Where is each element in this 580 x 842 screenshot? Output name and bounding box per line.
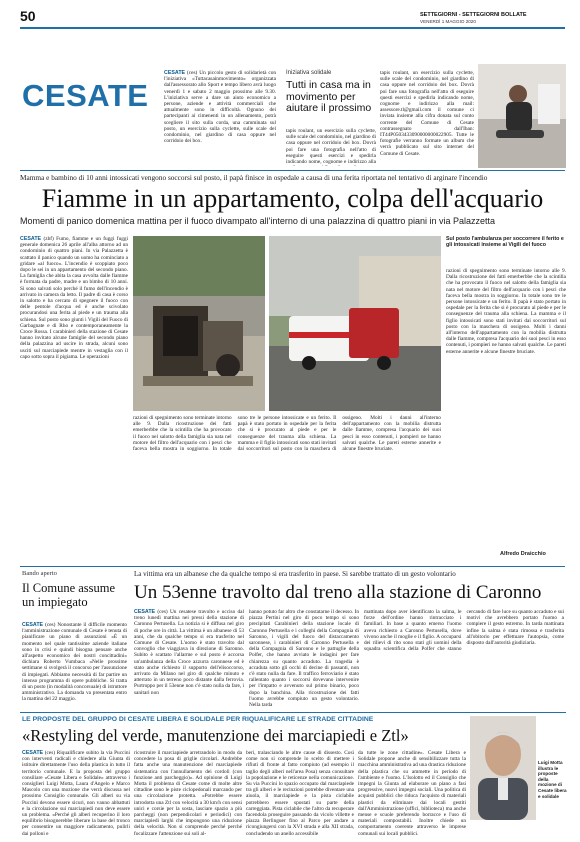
top-article-2a: tapis roulant, un esercizio sulla cyclette, sulle scale del condominio, nel giardino di casa oppure nel corridoio dei box. Dovrà poi fare una fotografia nell'atto di eseguire questi esercizi e spedirla indicando nome, cognome e indirizzo alla	[286, 128, 376, 166]
verde-rule	[20, 712, 566, 713]
train-headline: Un 53enne travolto dal treno alla stazione di Caronno	[134, 582, 542, 603]
train-overline: La vittima era un albanese che da qualche tempo si era trasferito in paese. Si sarebbe trattato di un gesto volontario	[134, 570, 456, 578]
fire-text-right: razioni di spegnimento sono terminate intorno alle 9. Dalla ricostruzione dei fatti emerberbbe che la scintilla che ha provocato il fuoco nel salotto della famiglia sia nata nel motore del filtro dell'acquario con i pesci che faceva bella mostra in soggiorno. In totale sono tre le persone intossicate e un ferito. Il papà è stato portato in ospedale per la ferita che si è procurato al piede e per le conseguenze del trauma alla schiena. La mamma e il figlio intossicati sono stati invitati dai soccorritori sul posto con la maschera di ossigeno. Molti i danni all'interno dell'appartamento con la mobilia distrutta dalle fiamme, compresa l'acquario dei suoi pesci in esso contenuti, i pompieri ne hanno salvati qualche. Le pareti esterne annerite e alcune finestre bruciate.	[446, 268, 566, 355]
luigi-motta-portrait	[470, 716, 536, 820]
fire-column-lower: razioni di spegnimento sono terminate intorno alle 9. Dalla ricostruzione dei fatti emerberbbe che la scintilla che ha provocato il fuoco nel salotto della famiglia sia nata nel motore del filtro dell'acquario con i pesci che faceva bella mostra in soggiorno. In totale sono tre le persone intossicate e un ferito. Il papà è stato portato in ospedale per la ferita che si è procurato al piede e per le conseguenze del trauma alla schiena. La mamma e il figlio intossicati sono stati invitati dai soccorritori sul posto con la maschera di ossigeno. Molti i danni all'interno dell'appartamento con la mobilia distrutta dalle fiamme, compresa l'acquario dei suoi pesci in esso contenuti, i pompieri ne hanno salvati qualche. Le pareti esterne annerite e alcune finestre bruciate.	[133, 415, 441, 453]
fire-headline: Fiamme in un appartamento, colpa dell'acquario	[41, 184, 544, 213]
main-top-rule	[20, 170, 565, 171]
fire-byline: Alfredo Draicchio	[500, 551, 546, 557]
bando-kicker: Bando aperto	[22, 570, 57, 577]
bando-title: Il Comune assume un impiegato	[22, 581, 116, 609]
top-article-1-text: (ces) Un piccolo gesto di solidarietà con l'iniziativa «Tuttacasainmovimento» organizzata dall'assessorato allo Sport e tempo libero avrà luogo venerdì 1 e sabato 2 maggio prossimo alle 9.30. L'iniziativa serve a dare un aiuto economico a persone, aziende e attività commerciali che attualmente sono in difficoltà. Ognuno dei partecipanti ai cimenenti in un allenamento, potrà scegliere il sito sulla corda, una camminata sul posto, un esercizio sulla cyclette, sulle scale del condominio, nel giardino di casa oppure nel corridoio dei box.	[164, 70, 276, 145]
top-article-1-kicker: CESATE	[164, 70, 186, 76]
bando-kicker-2: CESATE	[22, 622, 44, 628]
train-column-3: mattinata dopo aver identificato la salma, le forze dell'ordine hanno rintracciato i familiari. In base a quanto emerso l'uomo aveva richiesto a Caronno Pertusella, dove vivono anche il moglie e il figlio. A occuparsi dei rilievi di rito sono stati gli uomini della squadra scientifica della Polfer che stanno cercando di fare luce su quanto accaduto e sui motivi che avrebbero portato l'uomo a compiere il gesto estremo. In tarda mattinata infine la salma è stata rimossa e trasferita all'obitorio per effettuare l'autopsia, come disposto dall'autorità giudiziaria.	[364, 609, 564, 653]
page-number: 50	[20, 8, 36, 24]
header-rule	[20, 27, 565, 29]
bando-text: (ces) Nonostante il difficile momento l'amministrazione comunale di Cesate è tenuta di pianificare un piano di assunzioni «È un momento nel quale tantissime aziende italiane sono in crisi e quindi bisogna pensare anche all'aspetto economico dei nostri concittadini» dichiara Roberto Vumbaca «Nelle prossime settimane si svolgerà il concorso per l'assunzione di impiegati. Abbiamo necessità di far partire un intenso programma di opere pubbliche. Si tratta di un posto (in modalità concorsuale) di istruttore amministrativo. La domanda va presentata entro la mattina del 22 maggio.	[22, 622, 127, 703]
verde-column-2: ricostruire il marciapiede arretrandolo in modo da concedere la posa di griglie circolari. Andrebbe fatta anche una manutenzione del marciapiede sistematica con l'annullamento dei cordoli (con funzione anti parcheggio)». Ad opinione di Luigi Motta il problema di Cesate come di molte altre cittadine sono le piste ciclopedonali marcando per una circolazione protetta. «Potrebbe essere introdotta una Ztl con velocità a 30 km/h con sensi unici e corsie per la sosta, lasciare spazio a più parcheggi (non perpendicolari e periodici) con marciapiedi larghi che impongono una riduzione della velocità. Non si comprende perché perché focalizzare l'attenzione sui soli al-	[134, 750, 242, 836]
verde-kicker: CESATE	[22, 750, 44, 756]
publication-name: SETTEGIORNI - SETTEGIORNI BOLLATE	[420, 12, 527, 18]
solidarity-label: Iniziativa solidale	[286, 70, 332, 76]
train-column-2: hanno potuto far altro che constatarne il decesso. In piazza Pertini nel giro di poco tempo si sono precipitati Carabinieri della stazione locale di Caronno Pertusella e i colleghi della Compagnia di Saronno, i vigili del fuoco del distaccamento saronnese, i carabinieri di Caronno Pertusella e della Compagnia di Saronno e le pattuglie della Polfer, che hanno avviato le indagini per fare chiarezza su quanto accaduto. La tragedia è accaduta sotto gli occhi di decine di passanti, non c'è stato nulla da fare. Il traffico ferroviario è stato rallentato quanto i soccorsi dovevano intervenire per l'impatto e avvenuto sul primo binario, poco dopo la banchina. Alla ricostruzione dei fatti l'uomo avrebbe compiuto un gesto volontario. Nella tarda	[249, 609, 359, 709]
top-article-1	[164, 70, 276, 166]
solidarity-headline: Tutti in casa ma in movimento per aiutare il prossimo	[286, 79, 372, 114]
verde-overline: LE PROPOSTE DEL GRUPPO DI CESATE LIBERA E SOLIDALE PER RIQUALIFICARE LE STRADE CITTADINE	[22, 716, 374, 723]
publication-date: VENERDÌ 1 MAGGIO 2020	[420, 19, 476, 24]
lower-rule	[20, 566, 565, 567]
fire-text-1: (zbf) Fumo, fiamme e un fuggi fuggi generale domenica 26 aprile all'alba attorno ad un condominio di quattro piani. In via Palazzetta è scattato il panico quando un uomo ha cominciato a gridare «al fuoco». L'incendio è scoppiato poco dopo le sei in un appartamento del secondo piano. La famiglia che abita la casa avvolta dalle fiamme è formata da padre, madre e un bimbo di 10 anni. Si sono salvati solo perché il fumo dell'incendio è arrivato in camera da letto. Il padre di casa è corso in salotto e ha cercato di spegnere il fuoco con delle pentole d'acqua ed è anche scivolato procurandosi una ferita al piede e un trauma alla schiena. Sul posto sono giunti i Vigili del Fuoco di Garbagnate e di Rho e contemporaneamente la Croce Rossa. I carabinieri della stazione di Cesate hanno invitato alcune famiglie del secondo piano della palazzina ad uscire in strada, alcuni sono usciti sul marciapiede mentre in vestaglia con il capo sotto sopra il pigiama. Le operazioni	[20, 236, 128, 360]
train-column-1: CESATE (ces) Un cesatese travolto e ucciso dal treno lunedì mattina nei pressi della stazione di Caronno Pertusella. La notizia si è diffusa nel giro di poche ore in città. La vittima è un albanese di 53 anni, che da qualche tempo si era trasferito nel Comune di Cesate. L'uomo è stato travolto dal convoglio che viaggiava in direzione di Saronno. Subito è scattato l'allarme e sul posto è accorsa un'ambulanza della Croce azzurra caronnese ed è stato anche richiesto il supporto dell'elisoccorso, arrivato da Milano nel giro di qualche minuto e atterrato in un terreno poco distante dalla ferrovia. Purtroppo per il 53enne non c'è stato nulla da fare, i sanitari non	[134, 609, 244, 696]
verde-headline: «Restyling del verde, manutenzione dei marciapiedi e Ztl»	[22, 726, 409, 745]
exercise-photo	[478, 64, 566, 168]
verde-column-4: da tutte le zone cittadine». Cesate Libera e Solidale propone anche di sensibilizzare tutta la macchina amministrativa ad una drastica riduzione della plastica che su ammette in periodo di l'ambiente e l'uomo. L'Isolotto ed il Consiglio che impegni la Giunta ad elaborare un piano a fasi progressive, nuovi impegni sociali. Una politica di acquisti pubblici che riduca l'acquisto di materiali plastici da eliminare dai locali gestiti dall'Amministrazione (uffici, biblioteca) ma anche mense e scuole preferendo borracce e l'uso di materiali compostabili. Inoltre chiede un comportamento coerente attraverso le imprese comunali sui locali pubblici.	[358, 750, 466, 836]
fire-column-right	[446, 268, 566, 568]
fire-column-1	[20, 236, 128, 564]
verde-column-1: CESATE (ces) Riqualificare subito la via Puccini con interventi radicali e chiedere alla Giunta di istituire direttamente l'uso della plastica in tutto il territorio comunale. E la proposta del gruppo consiliare «Cesate Libera e Solidale» attraverso i consiglieri Luigi Motta, Laura d'Angelo e Marco Mascolo con una mozione che verrà discussa nel prossimo Consiglio comunale. Gli alberi su via Puccini devono essere sicuri, non vanno abbattuti e la circolazione sui marciapiedi non deve essere un problema. «Perché gli alberi recuperino il loro equilibrio bisognerebbe liberare la base del tronco per consentire un maggiore radicamento, pulirli dai polloni e	[22, 750, 130, 836]
fire-kicker: CESATE	[20, 236, 42, 242]
top-article-2b: tapis roulant, un esercizio sulla cyclette, sulle scale del condominio, nel giardino di casa oppure nel corridoio dei box. Dovrà poi fare una fotografia nell'atto di eseguire questi esercizi e spedirla indicando nome, cognome e indirizzo alla mail: assessore.tl@gmail.com il comune ci inviata insieme alla cifra donata sul conto corrente del Comune di Cesate contrassegnato dall'Iban: IT44P0503433090000000022905. Tutte le fotografie verranno formate un album che verrà pubblicato sul sito internet del Comune di Cesate.	[380, 70, 474, 157]
ambulance-photo	[269, 236, 441, 411]
verde-column-3: beri, tralasciando le altre cause di dissesto. Così come non si comprende lo scelto di mettere i rifiuti di fronte al fatto compiuto (ad esempio il taglio degli alberi nell'area Posa) senza consultare la popolazione e le reticenze nella comunicazione. Su via Puccini lo spazio occupato dal marciapiede tra gli alberi e le recinzioni potrebbe diventare una aiuola, il marciapiede e la pista ciclabile potrebbero essere spostati su parte della carreggiata. Pista ciclabile che l'altro da recuperare facendola proseguire passando da vicolo villette e piazza Berlinguer fino al Parco per andare a ricongiungersi con la XVI strada e alla XII strada, concludendo un anello accessibile	[246, 750, 354, 836]
portrait-caption: Luigi Motta illustra le proposte della mozione di Cesate libera e solidale	[538, 760, 567, 799]
fire-photo-caption: Sul posto l'ambulanza per soccorrere il ferito e gli intossicati insieme ai Vigili del fuoco	[446, 236, 564, 249]
fire-subtitle: Momenti di panico domenica mattina per il fuoco divampato all'interno di una palazzina di quattro piani in via Palazzetta	[20, 216, 495, 226]
section-title: CESATE	[22, 78, 149, 113]
burnt-furniture-photo	[133, 236, 265, 411]
train-kicker: CESATE	[134, 609, 156, 615]
fire-overline: Mamma e bambino di 10 anni intossicati vengono soccorsi sul posto, il papà finisce in ospedale a causa di una ferita riportata nel tentativo di arginare l'incendio	[20, 173, 488, 182]
